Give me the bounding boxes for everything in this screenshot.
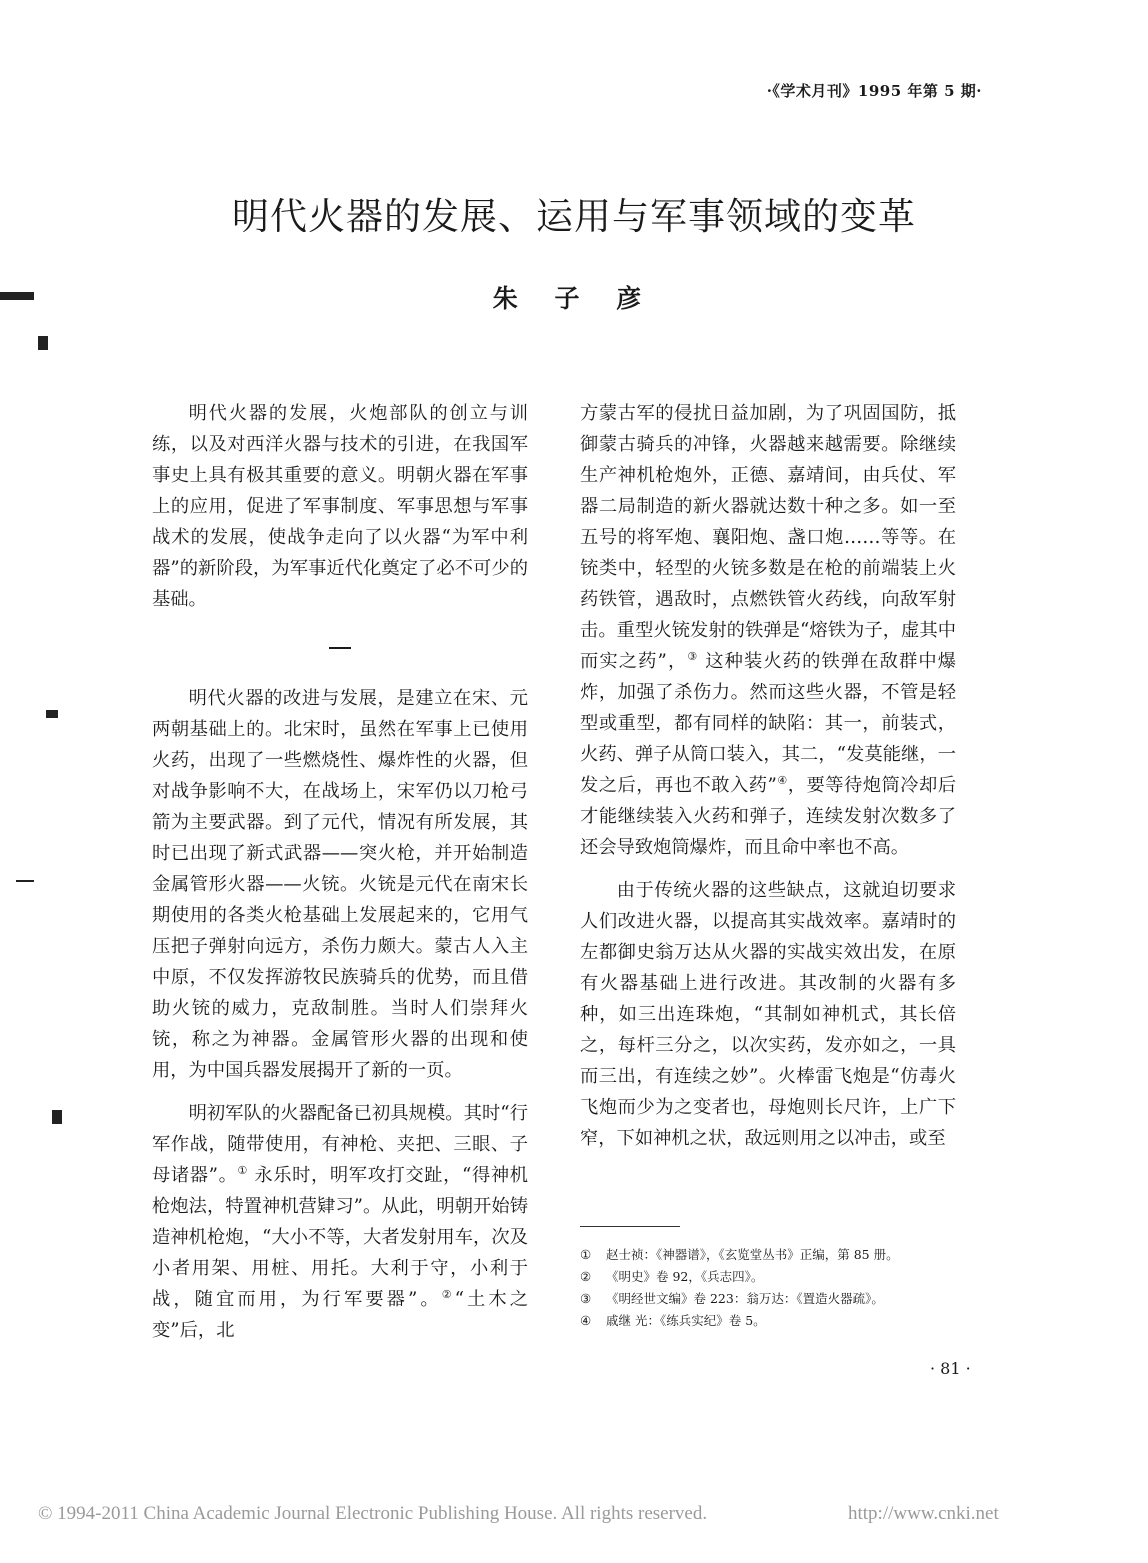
left-column bbox=[152, 398, 528, 1346]
body-paragraph bbox=[152, 1098, 528, 1346]
scan-artifact bbox=[16, 880, 34, 882]
footnote-ref[interactable]: ① bbox=[237, 1163, 248, 1177]
right-column bbox=[580, 398, 956, 1154]
footnote-ref[interactable]: ③ bbox=[687, 649, 699, 663]
footnote-item bbox=[580, 1266, 980, 1288]
footnote-mark: ③ bbox=[580, 1291, 592, 1306]
footnote-mark: ① bbox=[580, 1247, 592, 1262]
footnote-ref[interactable]: ② bbox=[441, 1287, 455, 1301]
site-url[interactable]: http://www.cnki.net bbox=[848, 1503, 999, 1524]
copyright-footer bbox=[38, 1503, 1118, 1525]
journal-header: ·《学术月刊》1995 年第 5 期· bbox=[766, 82, 982, 100]
scan-artifact bbox=[46, 710, 58, 718]
paragraph-text: 这种装火药的铁弹在敌群中爆炸，加强了杀伤力。然而这些火器，不管是轻型或重型，都有同样的缺陷：其一，前装式，火药、弹子从筒口装入，其二，“发莫能继，一发之后，再也不敢入药” bbox=[580, 651, 956, 796]
footnote-ref[interactable]: ④ bbox=[776, 773, 788, 787]
paragraph-text: ，要等待炮筒冷却后才能继续装入火药和弹子，连续发射次数多了还会导致炮筒爆炸，而且命中率也不高。 bbox=[580, 775, 956, 858]
paragraph-text: 永乐时，明军攻打交趾，“得神机枪炮法，特置神机营肄习”。从此，明朝开始铸造神机枪炮，“大小不等，大者发射用车，次及小者用架、用桩、用托。大利于守，小利于战，随宜而用，为行军要器”。 bbox=[152, 1165, 528, 1310]
page-number: · 81 · bbox=[930, 1359, 971, 1378]
footnote-text: 《明经世文编》卷 223：翁万达：《置造火器疏》。 bbox=[606, 1291, 884, 1306]
footnote-item bbox=[580, 1310, 980, 1332]
scan-artifact bbox=[38, 336, 48, 350]
body-paragraph bbox=[580, 398, 956, 863]
paragraph-text: “土木之变”后，北 bbox=[152, 1289, 528, 1341]
article-title: 明代火器的发展、运用与军事领域的变革 bbox=[232, 195, 916, 238]
copyright-text: © 1994-2011 China Academic Journal Electronic Publishing House. All rights reserved. bbox=[38, 1503, 708, 1524]
body-paragraph: 由于传统火器的这些缺点，这就迫切要求人们改进火器，以提高其实战效率。嘉靖时的左都御史翁万达从火器的实战实效出发，在原有火器基础上进行改进。其改制的火器有多种，如三出连珠炮，“其制如神机式，其长倍之，每杆三分之，以次实药，发亦如之，一具而三出，有连续之妙”。火棒雷飞炮是“仿毒火飞炮而少为之变者也，母炮则长尺许，上广下窄，下如神机之状，敌远则用之以冲击，或至 bbox=[580, 880, 956, 1149]
footnote-item bbox=[580, 1288, 980, 1310]
footnote-divider bbox=[580, 1226, 680, 1227]
footnote-item bbox=[580, 1244, 980, 1266]
section-number bbox=[152, 633, 528, 661]
footnote-text: 《明史》卷 92，《兵志四》。 bbox=[606, 1269, 764, 1284]
footnote-text: 戚继 光：《练兵实纪》卷 5。 bbox=[606, 1313, 766, 1328]
scan-artifact bbox=[0, 292, 34, 300]
footnote-text: 赵士祯：《神器谱》，《玄览堂丛书》正编，第 85 册。 bbox=[606, 1247, 899, 1262]
intro-paragraph: 明代火器的发展，火炮部队的创立与训练，以及对西洋火器与技术的引进，在我国军事史上具有极其重要的意义。明朝火器在军事上的应用，促进了军事制度、军事思想与军事战术的发展，使战争走向了以火器“为军中利器”的新阶段，为军事近代化奠定了必不可少的基础。 bbox=[152, 403, 528, 610]
footnote-mark: ② bbox=[580, 1269, 592, 1284]
scan-artifact bbox=[52, 1110, 62, 1124]
paragraph-text: 方蒙古军的侵扰日益加剧，为了巩固国防，抵御蒙古骑兵的冲锋，火器越来越需要。除继续生产神机枪炮外，正德、嘉靖间，由兵仗、军器二局制造的新火器就达数十种之多。如一至五号的将军炮、襄阳炮、盏口炮……等等。在铳类中，轻型的火铳多数是在枪的前端装上火药铁管，遇敌时，点燃铁管火药线，向敌军射击。重型火铳发射的铁弹是“熔铁为子，虚其中而实之药”， bbox=[580, 403, 956, 672]
footnote-mark: ④ bbox=[580, 1313, 592, 1328]
body-paragraph: 明代火器的改进与发展，是建立在宋、元两朝基础上的。北宋时，虽然在军事上已使用火药，出现了一些燃烧性、爆炸性的火器，但对战争影响不大，在战场上，宋军仍以刀枪弓箭为主要武器。到了元代，情况有所发展，其时已出现了新式武器——突火枪，并开始制造金属管形火器——火铳。火铳是元代在南宋长期使用的各类火枪基础上发展起来的，它用气压把子弹射向远方，杀伤力颇大。蒙古人入主中原，不仅发挥游牧民族骑兵的优势，而且借助火铳的威力，克敌制胜。当时人们崇拜火铳，称之为神器。金属管形火器的出现和使用，为中国兵器发展揭开了新的一页。 bbox=[152, 688, 528, 1081]
section-number-glyph bbox=[329, 647, 351, 649]
author-name: 朱 子 彦 bbox=[492, 284, 656, 313]
footnotes bbox=[580, 1244, 980, 1332]
paragraph-text: 明初军队的火器配备已初具规模。其时“行军作战，随带使用，有神枪、夹把、三眼、子母诸器”。 bbox=[152, 1103, 528, 1186]
